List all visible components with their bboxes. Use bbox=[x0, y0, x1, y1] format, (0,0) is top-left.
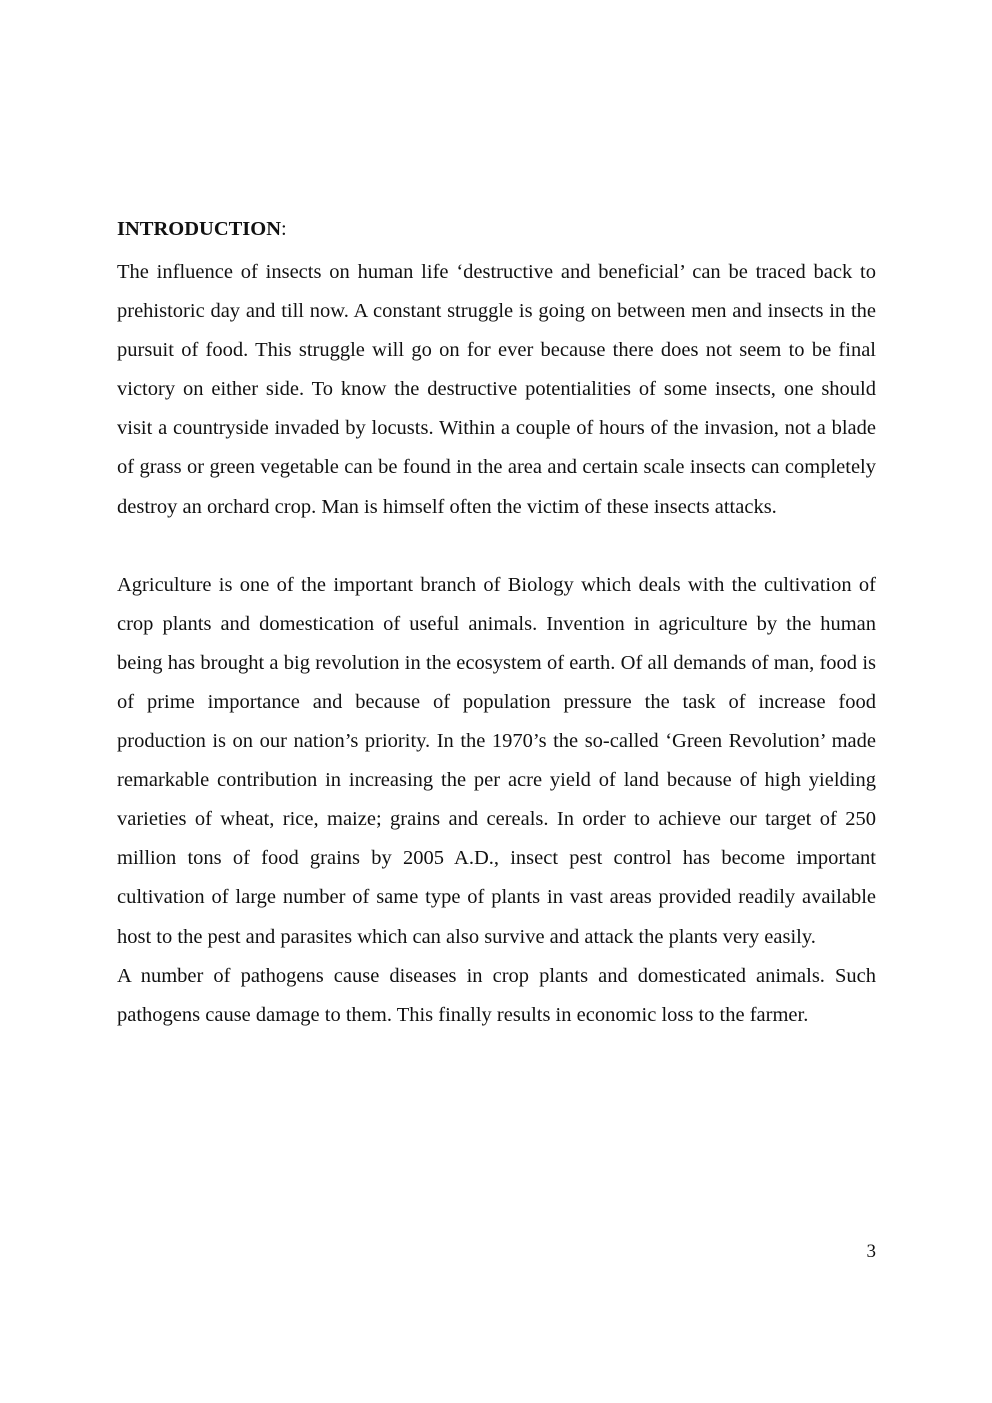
section-heading bbox=[117, 214, 876, 244]
paragraph-agriculture: Agriculture is one of the important branch of Biology which deals with the cultivation of crop plants and domestication of useful animals. Invention in agriculture by the human being has brought a big revolution in the ecosystem of earth. Of all demands of man, food is of prime importance and because of population pressure the task of increase food production is on our nation’s priority. In the 1970’s the so-called ‘Green Revolution’ made remarkable contribution in increasing the per acre yield of land because of high yielding varieties of wheat, rice, maize; grains and cereals. In order to achieve our target of 250 million tons of food grains by 2005 A.D., insect pest control has become important cultivation of large number of same type of plants in vast areas provided readily available host to the pest and parasites which can also survive and attack the plants very easily. bbox=[117, 573, 876, 948]
heading-title: INTRODUCTION bbox=[117, 218, 282, 240]
paragraph-spacer bbox=[117, 527, 876, 566]
paragraph-insects-influence: The influence of insects on human life ‘destructive and beneficial’ can be traced back to prehistoric day and till now. A constant struggle is going on between men and insects in the pursuit of food. This struggle will go on for ever because there does not seem to be final victory on either side. To know the destructive potentialities of some insects, one should visit a countryside invaded by locusts. Within a couple of hours of the invasion, not a blade of grass or green vegetable can be found in the area and certain scale insects can completely destroy an orchard crop. Man is himself often the victim of these insects attacks. bbox=[117, 261, 876, 518]
page-number: 3 bbox=[866, 1241, 876, 1262]
heading-colon: : bbox=[281, 218, 287, 240]
paragraph-pathogens: A number of pathogens cause diseases in crop plants and domesticated animals. Such pathogens cause damage to them. This finally results in economic loss to the farmer. bbox=[117, 964, 876, 1026]
page-content bbox=[117, 214, 876, 1035]
